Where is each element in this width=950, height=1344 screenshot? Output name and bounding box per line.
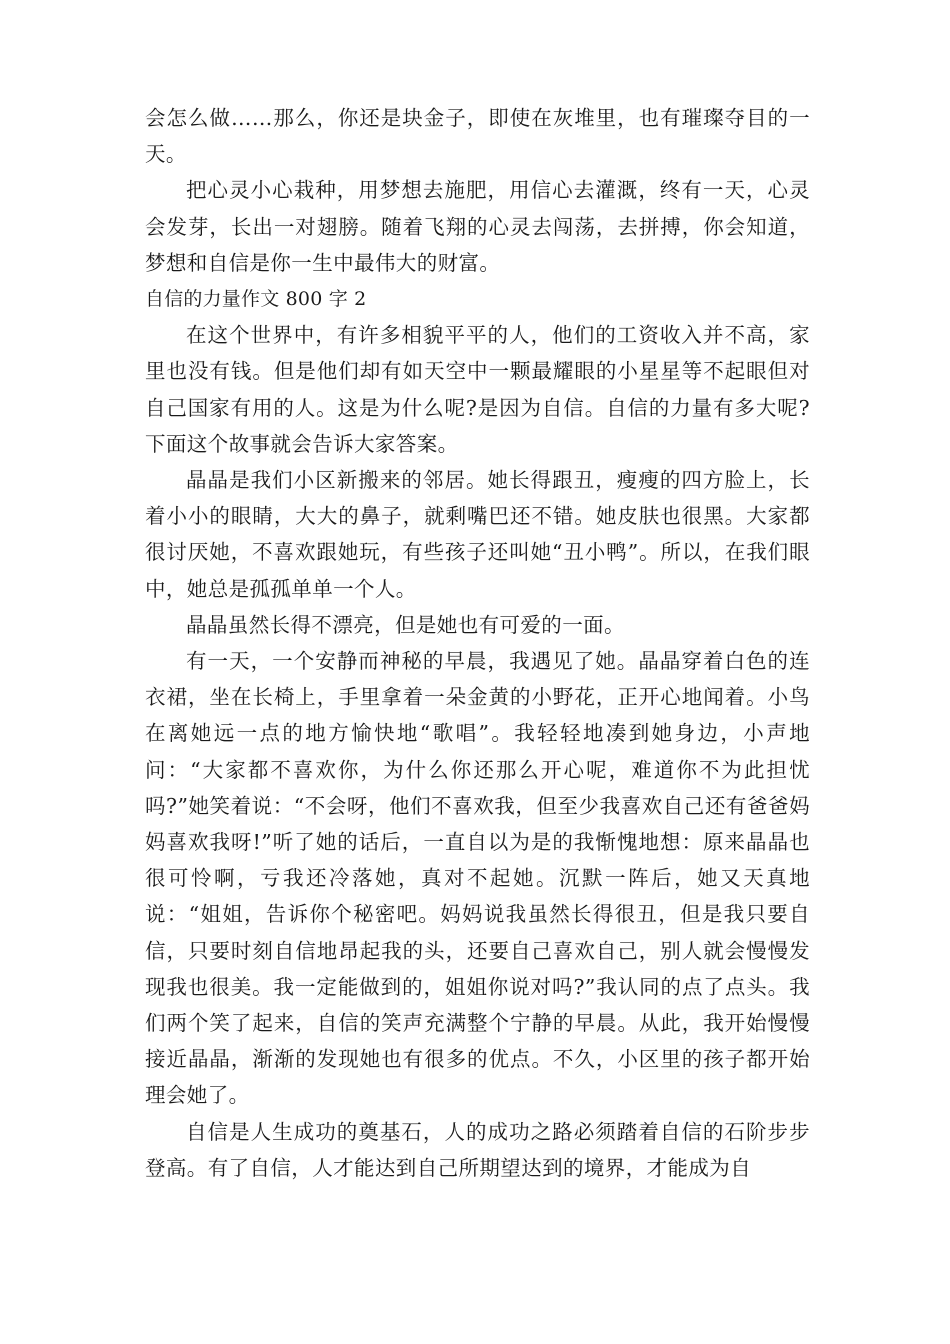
paragraph-cute-side: 晶晶虽然长得不漂亮，但是她也有可爱的一面。 (186, 612, 625, 637)
paragraph-story: 有一天，一个安静而神秘的早晨，我遇见了她。晶晶穿着白色的连衣裙，坐在长椅上，手里拿着一朵金黄的小野花，正开心地闻着。小鸟在离她远一点的地方愉快地“歌唱”。我轻轻地凑到她身边，小声地问：“大家都不喜欢你，为什么你还那么开心呢，难道你不为此担忧吗?”她笑着说：“不会呀，他们不喜欢我，但至少我喜欢自己还有爸爸妈妈喜欢我呀!”听了她的话后，一直自以为是的我惭愧地想：原来晶晶也很可怜啊，亏我还冷落她，真对不起她。沉默一阵后，她又天真地说：“姐姐，告诉你个秘密吧。妈妈说我虽然长得很丑，但是我只要自信，只要时刻自信地昂起我的头，还要自己喜欢自己，别人就会慢慢发现我也很美。我一定能做到的，姐姐你说对吗?”我认同的点了点头。我们两个笑了起来，自信的笑声充满整个宁静的早晨。从此，我开始慢慢接近晶晶，渐渐的发现她也有很多的优点。不久，小区里的孩子都开始理会她了。 (145, 649, 810, 1108)
paragraph-continuation: 会怎么做……那么，你还是块金子，即使在灰堆里，也有璀璨夺目的一天。 (145, 106, 810, 167)
paragraph-conclusion: 自信是人生成功的奠基石，人的成功之路必须踏着自信的石阶步步登高。有了自信，人才能达到自己所期望达到的境界，才能成为自 (145, 1119, 810, 1180)
document-page (145, 100, 810, 1186)
paragraph-jingjing-description: 晶晶是我们小区新搬来的邻居。她长得跟丑，瘦瘦的四方脸上，长着小小的眼睛，大大的鼻子，就剩嘴巴还不错。她皮肤也很黑。大家都很讨厌她，不喜欢跟她玩，有些孩子还叫她“丑小鸭”。所以，在我们眼中，她总是孤孤单单一个人。 (145, 468, 810, 601)
paragraph-intro: 在这个世界中，有许多相貌平平的人，他们的工资收入并不高，家里也没有钱。但是他们却有如天空中一颗最耀眼的小星星等不起眼但对自己国家有用的人。这是为什么呢?是因为自信。自信的力量有多大呢?下面这个故事就会告诉大家答案。 (145, 323, 810, 456)
section-title: 自信的力量作文 800 字 2 (145, 288, 367, 311)
paragraph-closing: 把心灵小心栽种，用梦想去施肥，用信心去灌溉，终有一天，心灵会发芽，长出一对翅膀。随着飞翔的心灵去闯荡，去拼搏，你会知道，梦想和自信是你一生中最伟大的财富。 (145, 178, 810, 275)
